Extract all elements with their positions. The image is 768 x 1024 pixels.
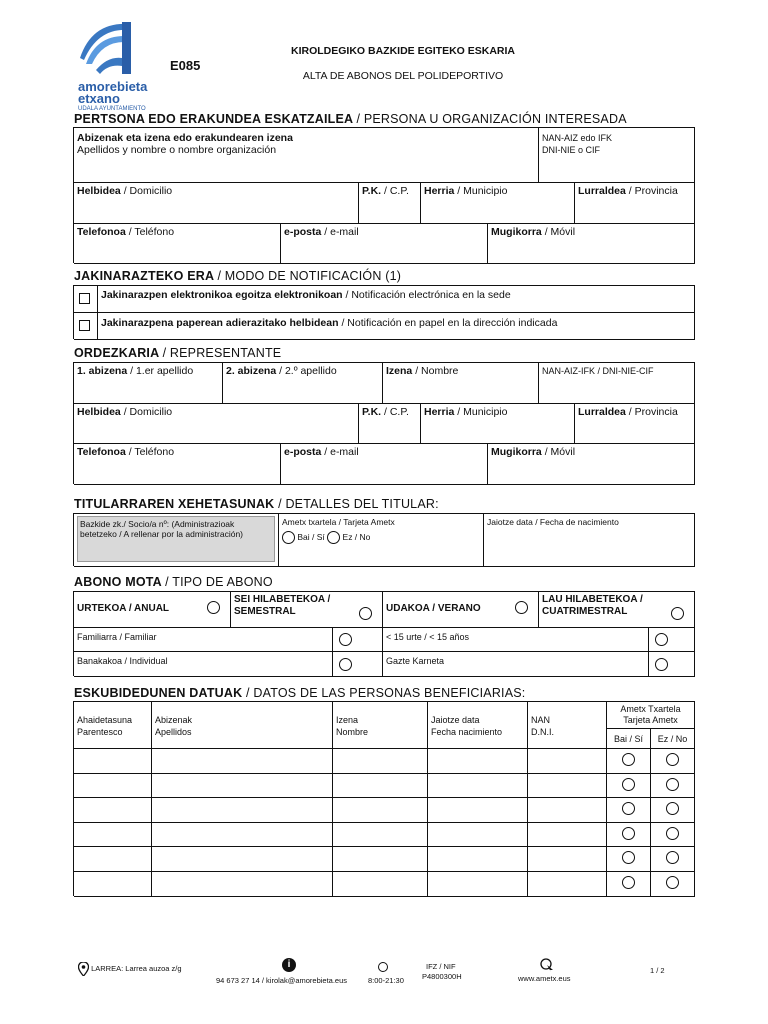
- abono-box: [73, 591, 695, 676]
- holder-box: [73, 513, 695, 566]
- title-eu: ORDEZKARIA: [74, 346, 159, 360]
- no-label: Ez / No: [342, 532, 371, 542]
- beneficiary-cell[interactable]: [333, 774, 428, 799]
- ametx-yes-radio[interactable]: [282, 531, 295, 544]
- rep-province-field[interactable]: [575, 404, 695, 444]
- youth-radio-cell[interactable]: [649, 652, 695, 677]
- beneficiary-yes-radio[interactable]: [622, 876, 635, 889]
- label-es: / Notificación en papel en la dirección indicada: [341, 317, 558, 329]
- col-label-1: Jaiotze data: [431, 715, 480, 725]
- address-text: LARREA: Larrea auzoa z/g: [91, 963, 182, 973]
- logo-line3: UDALA AYUNTAMIENTO: [78, 106, 146, 112]
- nif-field[interactable]: [539, 128, 695, 183]
- beneficiary-radio-cell[interactable]: [651, 823, 695, 848]
- title-eu: KIROLDEGIKO BAZKIDE EGITEKO ESKARIA: [290, 45, 515, 57]
- beneficiary-radio-cell[interactable]: [651, 872, 695, 897]
- individual-radio-cell[interactable]: [333, 652, 383, 677]
- abono-annual[interactable]: [74, 592, 231, 628]
- label-eu: 2. abizena: [226, 365, 277, 377]
- abono-under15: < 15 urte / < 15 años: [383, 628, 649, 652]
- label-es: / Teléfono: [128, 226, 175, 238]
- label-eu: e-posta: [284, 446, 322, 458]
- beneficiary-cell[interactable]: [74, 847, 152, 872]
- annual-label: URTEKOA / ANUAL: [77, 603, 170, 614]
- info-icon: i: [282, 958, 296, 972]
- beneficiary-cell[interactable]: [333, 847, 428, 872]
- birth-label: Jaiotze data / Fecha de nacimiento: [487, 517, 619, 527]
- beneficiary-no-radio[interactable]: [666, 876, 679, 889]
- col-label-2: D.N.I.: [531, 727, 555, 737]
- web-cursor-icon: [540, 958, 554, 972]
- interested-box: [73, 127, 695, 263]
- label-es: / Móvil: [544, 446, 576, 458]
- footer-page: 1 / 2: [650, 966, 665, 975]
- beneficiary-cell[interactable]: [333, 749, 428, 774]
- label-eu: P.K.: [362, 185, 382, 197]
- beneficiary-cell[interactable]: [428, 872, 528, 897]
- label-es: / e-mail: [324, 446, 359, 458]
- col-name: [333, 702, 428, 749]
- form-code: E085: [170, 58, 201, 73]
- beneficiary-yes-radio[interactable]: [622, 851, 635, 864]
- beneficiary-radio-cell[interactable]: [651, 798, 695, 823]
- abono-summer[interactable]: [383, 592, 539, 628]
- label-es: / C.P.: [384, 185, 409, 197]
- quarterly-label-2: CUATRIMESTRAL: [542, 606, 628, 617]
- beneficiary-cell[interactable]: [428, 749, 528, 774]
- label-eu: Helbidea: [77, 406, 121, 418]
- beneficiary-no-radio[interactable]: [666, 851, 679, 864]
- logo-line2: etxano: [78, 91, 120, 106]
- abono-individual: Banakakoa / Individual: [74, 652, 333, 677]
- label-eu: 1. abizena: [77, 365, 128, 377]
- col-birth: [428, 702, 528, 749]
- family-radio-cell[interactable]: [333, 628, 383, 652]
- town-field[interactable]: [421, 183, 575, 224]
- label-es: / Provincia: [628, 406, 678, 418]
- col-label-1: Abizenak: [155, 715, 193, 725]
- label-eu: Telefonoa: [77, 446, 126, 458]
- beneficiary-cell[interactable]: [152, 774, 333, 799]
- province-field[interactable]: [575, 183, 695, 224]
- representative-box: [73, 362, 695, 484]
- ametx-label: Ametx txartela / Tarjeta Ametx: [282, 517, 395, 527]
- section-interested-title: [74, 112, 627, 126]
- beneficiary-cell[interactable]: [333, 823, 428, 848]
- col-label-1: NAN: [531, 715, 551, 725]
- label-eu: Helbidea: [77, 185, 121, 197]
- beneficiary-cell[interactable]: [152, 872, 333, 897]
- title-es: / DATOS DE LAS PERSONAS BENEFICIARIAS:: [246, 686, 526, 700]
- label-eu: Herria: [424, 406, 455, 418]
- quarterly-radio[interactable]: [671, 607, 684, 620]
- col-no: Ez / No: [651, 729, 695, 749]
- beneficiary-radio-cell[interactable]: [607, 798, 651, 823]
- beneficiary-cell[interactable]: [333, 872, 428, 897]
- abono-semestral[interactable]: [231, 592, 383, 628]
- col-label-2: Fecha nacimiento: [431, 727, 503, 737]
- beneficiary-cell[interactable]: [528, 823, 607, 848]
- beneficiary-yes-radio[interactable]: [622, 827, 635, 840]
- logo-line1: amorebieta: [78, 79, 148, 94]
- surname2-field[interactable]: [223, 363, 383, 404]
- label-eu: Jakinarazpena paperean adierazitako helbidean: [101, 317, 339, 329]
- beneficiary-cell[interactable]: [152, 749, 333, 774]
- beneficiary-cell[interactable]: [152, 798, 333, 823]
- beneficiary-no-radio[interactable]: [666, 778, 679, 791]
- rep-nif-field[interactable]: NAN-AIZ-IFK / DNI-NIE-CIF: [539, 363, 695, 404]
- label-es: / Nombre: [415, 365, 459, 377]
- address-field[interactable]: [74, 183, 359, 224]
- label-eu: P.K.: [362, 406, 382, 418]
- member-label: Bazkide zk./ Socio/a nº: (Administrazioak betetzeko / A rellenar por la administración): [77, 516, 275, 562]
- beneficiary-yes-radio[interactable]: [622, 753, 635, 766]
- title-es: / MODO DE NOTIFICACIÓN (1): [217, 269, 402, 283]
- beneficiary-yes-radio[interactable]: [622, 778, 635, 791]
- label-es: / Municipio: [457, 406, 508, 418]
- title-eu: JAKINARAZTEKO ERA: [74, 269, 214, 283]
- rep-name-field[interactable]: [383, 363, 539, 404]
- label-eu: Herria: [424, 185, 455, 197]
- quarterly-label-1: LAU HILABETEKOA /: [542, 594, 643, 605]
- rep-email-field[interactable]: [281, 444, 488, 485]
- label-eu: Mugikorra: [491, 446, 542, 458]
- beneficiary-cell[interactable]: [528, 872, 607, 897]
- logo-icon: [78, 20, 158, 82]
- beneficiary-radio-cell[interactable]: [607, 774, 651, 799]
- label-es: / Municipio: [457, 185, 508, 197]
- beneficiary-no-radio[interactable]: [666, 802, 679, 815]
- label-es: / Móvil: [544, 226, 576, 238]
- col-label-1: Ametx Txartela: [620, 704, 681, 714]
- beneficiary-cell[interactable]: [528, 749, 607, 774]
- label-eu: Abizenak eta izena edo erakundearen izena: [77, 132, 293, 144]
- member-number-field: [74, 514, 279, 567]
- label-eu: Jakinarazpen elektronikoa egoitza elektronikoan: [101, 289, 343, 301]
- location-pin-icon: [78, 962, 89, 976]
- footer-hours: 8:00-21:30: [368, 976, 404, 985]
- yes-label: Bai / Sí: [297, 532, 325, 542]
- beneficiary-cell[interactable]: [74, 823, 152, 848]
- col-label-1: Izena: [336, 715, 359, 725]
- section-holder-title: [74, 497, 439, 511]
- beneficiary-radio-cell[interactable]: [651, 774, 695, 799]
- col-label-2: Parentesco: [77, 727, 123, 737]
- beneficiary-radio-cell[interactable]: [607, 749, 651, 774]
- beneficiary-radio-cell[interactable]: [607, 823, 651, 848]
- title-es: / REPRESENTANTE: [162, 346, 282, 360]
- notification-box: [73, 285, 695, 339]
- title-es: / DETALLES DEL TITULAR:: [278, 497, 439, 511]
- title-eu: PERTSONA EDO ERAKUNDEA ESKATZAILEA: [74, 112, 353, 126]
- birth-date-field[interactable]: [484, 514, 695, 567]
- label-es: / C.P.: [384, 406, 409, 418]
- semestral-radio[interactable]: [359, 607, 372, 620]
- footer-address: [78, 962, 182, 976]
- label-es: / Provincia: [628, 185, 678, 197]
- beneficiary-cell[interactable]: [333, 798, 428, 823]
- semestral-label-1: SEI HILABETEKOA /: [234, 594, 331, 605]
- notif-electronic-label: [98, 286, 695, 313]
- label-es: / Notificación electrónica en la sede: [345, 289, 511, 301]
- col-label-1: Ahaidetasuna: [77, 715, 133, 725]
- rep-mobile-field[interactable]: [488, 444, 695, 485]
- title-eu: ESKUBIDEDUNEN DATUAK: [74, 686, 243, 700]
- rep-phone-field[interactable]: [74, 444, 281, 485]
- title-eu: TITULARRAREN XEHETASUNAK: [74, 497, 275, 511]
- col-ametx: [607, 702, 695, 729]
- label-es: / e-mail: [324, 226, 359, 238]
- label-es: / 1.er apellido: [130, 365, 194, 377]
- beneficiary-cell[interactable]: [74, 798, 152, 823]
- rep-address-field[interactable]: [74, 404, 359, 444]
- section-abono-title: [74, 575, 273, 589]
- beneficiary-no-radio[interactable]: [666, 827, 679, 840]
- surname1-field[interactable]: [74, 363, 223, 404]
- clock-icon: [378, 962, 388, 972]
- beneficiary-radio-cell[interactable]: [607, 847, 651, 872]
- label-es: / 2.º apellido: [279, 365, 337, 377]
- title-es: ALTA DE ABONOS DEL POLIDEPORTIVO: [302, 70, 504, 82]
- section-beneficiaries-title: [74, 686, 525, 700]
- col-relation: [74, 702, 152, 749]
- beneficiary-cell[interactable]: [152, 823, 333, 848]
- under15-radio[interactable]: [655, 633, 668, 646]
- beneficiary-cell[interactable]: [428, 774, 528, 799]
- beneficiary-cell[interactable]: [428, 847, 528, 872]
- beneficiary-radio-cell[interactable]: [607, 872, 651, 897]
- phone-field[interactable]: [74, 224, 281, 264]
- rep-town-field[interactable]: [421, 404, 575, 444]
- footer-nif-label: IFZ / NIF: [426, 962, 456, 971]
- beneficiary-cell[interactable]: [428, 823, 528, 848]
- notif-paper-check[interactable]: [74, 313, 98, 340]
- label-eu: Lurraldea: [578, 185, 626, 197]
- col-surname: [152, 702, 333, 749]
- notif-paper-label: [98, 313, 695, 340]
- beneficiary-cell[interactable]: [74, 749, 152, 774]
- label-es: Apellidos y nombre o nombre organización: [77, 144, 277, 156]
- mobile-field[interactable]: [488, 224, 695, 264]
- footer-web[interactable]: www.ametx.eus: [518, 974, 571, 983]
- youth-radio[interactable]: [655, 658, 668, 671]
- label-eu: Lurraldea: [578, 406, 626, 418]
- label-es: / Domicilio: [123, 406, 173, 418]
- section-representative-title: [74, 346, 281, 360]
- summer-label: UDAKOA / VERANO: [386, 603, 481, 614]
- abono-quarterly[interactable]: [539, 592, 695, 628]
- annual-radio[interactable]: [207, 601, 220, 614]
- beneficiaries-table: [73, 701, 695, 896]
- ametx-no-radio[interactable]: [327, 531, 340, 544]
- col-nif: [528, 702, 607, 749]
- title-eu: ABONO MOTA: [74, 575, 162, 589]
- col-yes: Bai / Sí: [607, 729, 651, 749]
- beneficiary-cell[interactable]: [428, 798, 528, 823]
- beneficiary-no-radio[interactable]: [666, 753, 679, 766]
- label-eu: NAN-AIZ edo IFK: [542, 133, 613, 143]
- label-eu: Izena: [386, 365, 413, 377]
- beneficiary-radio-cell[interactable]: [651, 749, 695, 774]
- section-notification-title: [74, 269, 401, 283]
- title-es: / PERSONA U ORGANIZACIÓN INTERESADA: [356, 112, 627, 126]
- footer-nif-value: P4800300H: [422, 972, 462, 981]
- summer-radio[interactable]: [515, 601, 528, 614]
- semestral-label-2: SEMESTRAL: [234, 606, 296, 617]
- checkbox-icon[interactable]: [79, 293, 90, 304]
- individual-radio[interactable]: [339, 658, 352, 671]
- beneficiary-radio-cell[interactable]: [651, 847, 695, 872]
- beneficiary-yes-radio[interactable]: [622, 802, 635, 815]
- footer: [78, 956, 698, 996]
- notif-electronic-check[interactable]: [74, 286, 98, 313]
- beneficiary-cell[interactable]: [528, 774, 607, 799]
- title-es: / TIPO DE ABONO: [165, 575, 273, 589]
- beneficiary-cell[interactable]: [528, 847, 607, 872]
- label-eu: Telefonoa: [77, 226, 126, 238]
- col-label-2: Apellidos: [155, 727, 192, 737]
- label-es: DNI-NIE o CIF: [542, 145, 601, 155]
- beneficiary-cell[interactable]: [74, 872, 152, 897]
- col-label-2: Nombre: [336, 727, 369, 737]
- abono-family: Familiarra / Familiar: [74, 628, 333, 652]
- beneficiary-cell[interactable]: [74, 774, 152, 799]
- family-radio[interactable]: [339, 633, 352, 646]
- label-es: / Teléfono: [128, 446, 175, 458]
- rep-cp-field[interactable]: [359, 404, 421, 444]
- beneficiary-cell[interactable]: [152, 847, 333, 872]
- email-field[interactable]: [281, 224, 488, 264]
- footer-contact[interactable]: 94 673 27 14 / kirolak@amorebieta.eus: [216, 976, 348, 985]
- label-eu: e-posta: [284, 226, 322, 238]
- abono-youth: Gazte Karneta: [383, 652, 649, 677]
- under15-radio-cell[interactable]: [649, 628, 695, 652]
- cp-field[interactable]: [359, 183, 421, 224]
- label-es: / Domicilio: [123, 185, 173, 197]
- beneficiary-cell[interactable]: [528, 798, 607, 823]
- ametx-field: [279, 514, 484, 567]
- logo: [78, 20, 168, 110]
- col-label-2: Tarjeta Ametx: [623, 715, 678, 725]
- name-field[interactable]: [74, 128, 539, 183]
- label-eu: Mugikorra: [491, 226, 542, 238]
- checkbox-icon[interactable]: [79, 320, 90, 331]
